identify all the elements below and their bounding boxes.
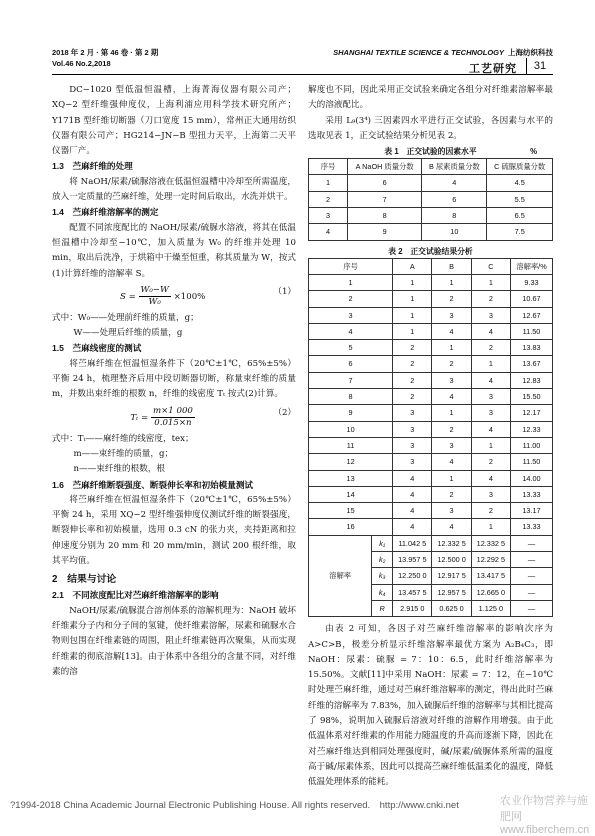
table-cell: 6 bbox=[422, 191, 487, 207]
table-row bbox=[309, 486, 553, 502]
table-cell: 2 bbox=[471, 503, 510, 519]
journal-name-cn: 上海纺织科技 bbox=[508, 48, 553, 57]
page-number: 31 bbox=[526, 58, 553, 74]
table-cell: 12.957 5 bbox=[432, 584, 471, 600]
table-2-header-row bbox=[309, 258, 553, 274]
table-row bbox=[309, 175, 553, 191]
table-row bbox=[309, 274, 553, 290]
table-2-col-header: A bbox=[393, 258, 432, 274]
table-cell: 11.00 bbox=[511, 437, 553, 453]
table-1-unit: % bbox=[530, 147, 537, 157]
table-cell: 2 bbox=[471, 454, 510, 470]
table-cell: 4 bbox=[471, 323, 510, 339]
table-cell: 2 bbox=[393, 372, 432, 388]
journal-issue-header bbox=[52, 47, 158, 69]
table-cell: 2 bbox=[393, 340, 432, 356]
table-cell: 2 bbox=[432, 486, 471, 502]
table-1 bbox=[308, 158, 553, 240]
table-cell: 3 bbox=[393, 405, 432, 421]
table-cell: 4 bbox=[393, 470, 432, 486]
table-cell: — bbox=[511, 584, 553, 600]
eq1-numerator: W₀−W bbox=[140, 284, 169, 295]
table-cell: 11.50 bbox=[511, 454, 553, 470]
table-cell: 10 bbox=[309, 421, 393, 437]
table-cell: 4 bbox=[393, 503, 432, 519]
eq2-where-3: n——束纤维的根数，根 bbox=[73, 464, 165, 475]
table-cell: — bbox=[511, 552, 553, 568]
table-cell: 3 bbox=[309, 307, 393, 323]
table-1-title: 表 1 正交试验的因素水平 bbox=[384, 147, 477, 157]
left-column bbox=[52, 83, 296, 680]
table-cell: 12.17 bbox=[511, 405, 553, 421]
table-row bbox=[309, 389, 553, 405]
stats-key: k₁ bbox=[372, 535, 393, 551]
table-cell: 2.915 0 bbox=[393, 600, 432, 616]
table-row bbox=[309, 437, 553, 453]
table-cell: 1 bbox=[471, 437, 510, 453]
table-cell: 4 bbox=[432, 454, 471, 470]
table-cell: 2 bbox=[471, 340, 510, 356]
table-cell: 13.417 5 bbox=[471, 568, 510, 584]
table-row bbox=[309, 323, 553, 339]
table-cell: 16 bbox=[309, 519, 393, 535]
table-cell: 3 bbox=[471, 486, 510, 502]
right-column bbox=[308, 83, 553, 790]
table-cell: — bbox=[511, 568, 553, 584]
table-2-col-header: 溶解率/% bbox=[511, 258, 553, 274]
stats-key: k₃ bbox=[372, 568, 393, 584]
table-cell: 1 bbox=[309, 175, 348, 191]
section-label: 工艺研究 bbox=[469, 63, 517, 75]
issue-line-cn: 2018 年 2 月 · 第 46 卷 · 第 2 期 bbox=[52, 48, 159, 57]
table-cell: 1 bbox=[393, 291, 432, 307]
table-cell: 9 bbox=[309, 405, 393, 421]
table-cell: 13.33 bbox=[511, 486, 553, 502]
table-cell: 4 bbox=[309, 224, 348, 240]
eq1-denominator: W₀ bbox=[148, 296, 161, 307]
table-cell: 13.33 bbox=[511, 519, 553, 535]
table-row bbox=[309, 454, 553, 470]
table-row bbox=[309, 291, 553, 307]
table-2-body bbox=[309, 274, 553, 616]
eq2-number: （2） bbox=[273, 407, 296, 418]
section-2-heading: 2 结果与讨论 bbox=[52, 574, 117, 586]
table-cell: 2 bbox=[432, 421, 471, 437]
table-cell: 11 bbox=[309, 437, 393, 453]
table-cell: 12 bbox=[309, 454, 393, 470]
table-row bbox=[309, 340, 553, 356]
eq1-rhs: ×100% bbox=[173, 291, 206, 302]
table-row bbox=[309, 519, 553, 535]
eq2-fraction bbox=[151, 406, 195, 429]
section-1-4-heading: 1.4 苎麻纤维溶解率的测定 bbox=[52, 207, 159, 218]
table-cell: 13.457 5 bbox=[393, 584, 432, 600]
stats-label: 溶解率 bbox=[309, 535, 372, 616]
eq2-where-1: 式中：Tₜ——麻纤维的线密度，tex； bbox=[52, 433, 194, 444]
table-cell: 3 bbox=[393, 454, 432, 470]
table-cell: 15 bbox=[309, 503, 393, 519]
equation-1 bbox=[52, 285, 296, 308]
table-cell: 1 bbox=[432, 274, 471, 290]
table-cell: 11.50 bbox=[511, 323, 553, 339]
header-rule bbox=[52, 74, 553, 75]
table-cell: 1 bbox=[432, 405, 471, 421]
section-1-3-text: 将 NaOH/尿素/硫脲溶液在低温恒温槽中冷却至所需温度，放入一定质量的苎麻纤维，处理一定时间后取出，水洗并烘干。 bbox=[52, 176, 296, 203]
stats-key: k₄ bbox=[372, 584, 393, 600]
table-cell: 6.5 bbox=[487, 208, 553, 224]
analysis-paragraph: 由表 2 可知，各因子对苎麻纤维溶解率的影响次序为 A>C>B，极差分析显示纤维溶解率最优方案为 A₂B₄C₃，即 NaOH：尿素：硫脲 = 7：10：6.5，此时纤维溶解率为 15.50%。文献[11]中采用 NaOH：尿素 = 7：12，在−10℃时处理苎麻纤维，通过对苎麻纤维溶解率的测定，得出此时苎麻纤维的溶解率为 7.83%，加入硫脲后纤维的溶解率与其相比提高了 98%，说明加入硫脲后溶液对纤维的溶解作用增强。由于此低温体系对纤维素的作用能力随温度的升高而逐渐下降，因此在对苎麻纤维达到相同处理强度时，碱/尿素/硫脲体系所需的温度高于碱/尿素体系，因此可以提高苎麻纤维低温柔化的温度，降低低温处理体系的能耗。 bbox=[308, 624, 553, 788]
table-cell: 12.332 5 bbox=[471, 535, 510, 551]
eq2-denominator: 0.015×n bbox=[154, 417, 192, 428]
copyright-footer: ?1994-2018 China Academic Journal Electronic Publishing House. All rights reserved. http://www.cnki.net bbox=[10, 800, 459, 811]
eq1-where-1: 式中：W₀——处理前纤维的质量，g； bbox=[52, 312, 199, 323]
table-row bbox=[309, 224, 553, 240]
table-1-col-header: C 硫脲质量分数 bbox=[487, 159, 553, 175]
table-cell: 1 bbox=[393, 307, 432, 323]
table-cell: 3 bbox=[432, 503, 471, 519]
eq1-where-2: W——处理后纤维的质量，g bbox=[73, 328, 183, 339]
eq1-lhs: S = bbox=[119, 291, 136, 302]
table-cell: 2 bbox=[309, 191, 348, 207]
table-row bbox=[309, 208, 553, 224]
table-cell: 12.292 5 bbox=[471, 552, 510, 568]
table-cell: 4 bbox=[432, 519, 471, 535]
table-cell: 7 bbox=[348, 191, 422, 207]
table-cell: 2 bbox=[393, 389, 432, 405]
table-cell: 4 bbox=[471, 421, 510, 437]
table-cell: 0.625 0 bbox=[432, 600, 471, 616]
table-cell: 1.125 0 bbox=[471, 600, 510, 616]
table-cell: 3 bbox=[471, 405, 510, 421]
watermark: 农业作物营养与施肥网 www.fiberchem.cn bbox=[500, 795, 590, 836]
continued-paragraph: 解度也不同，因此采用正交试验来确定各组分对纤维素溶解率最大的溶液配比。 bbox=[308, 85, 553, 111]
stats-key: R bbox=[372, 600, 393, 616]
table-cell: 2 bbox=[432, 356, 471, 372]
table-cell: 5.5 bbox=[487, 191, 553, 207]
section-1-4-text: 配置不同浓度配比的 NaOH/尿素/硫脲水溶液，将其在低温恒温槽中冷却至−10℃，加入质量为 W₀ 的纤维并处理 10 min，取出后洗净，于烘箱中干燥至恒重，称其质量为 W，按式(1)计算纤维的溶解率 S。 bbox=[52, 222, 296, 279]
table-row bbox=[309, 405, 553, 421]
table-1-col-header: A NaOH 质量分数 bbox=[348, 159, 422, 175]
table-cell: 13.83 bbox=[511, 340, 553, 356]
table-cell: 4.5 bbox=[487, 175, 553, 191]
eq2-where-2: m——束纤维的质量，g； bbox=[73, 448, 174, 459]
table-row bbox=[309, 356, 553, 372]
issue-line-en: Vol.46 No.2,2018 bbox=[52, 59, 111, 68]
table-cell: 4 bbox=[393, 519, 432, 535]
table-cell: 3 bbox=[393, 421, 432, 437]
table-row bbox=[309, 191, 553, 207]
table-cell: 7 bbox=[309, 372, 393, 388]
journal-name-header bbox=[333, 47, 553, 58]
table-2-col-header: B bbox=[432, 258, 471, 274]
table-cell: 8 bbox=[348, 208, 422, 224]
table-1-caption bbox=[308, 145, 553, 158]
section-2-1-heading: 2.1 不同浓度配比对苎麻纤维溶解率的影响 bbox=[52, 590, 219, 601]
table-1-header-row bbox=[309, 159, 553, 175]
table-cell: 12.500 0 bbox=[432, 552, 471, 568]
table-stats-row bbox=[309, 535, 553, 551]
table-cell: 1 bbox=[393, 323, 432, 339]
table-cell: 2 bbox=[432, 291, 471, 307]
table-cell: 3 bbox=[309, 208, 348, 224]
table-cell: 12.250 0 bbox=[393, 568, 432, 584]
table-cell: 3 bbox=[432, 372, 471, 388]
table-row bbox=[309, 503, 553, 519]
eq1-fraction bbox=[139, 285, 171, 308]
table-cell: 3 bbox=[471, 307, 510, 323]
table-cell: 14 bbox=[309, 486, 393, 502]
table-cell: 11.042 5 bbox=[393, 535, 432, 551]
table-cell: — bbox=[511, 600, 553, 616]
table-2 bbox=[308, 258, 553, 618]
table-1-col-header: 序号 bbox=[309, 159, 348, 175]
table-cell: 13.17 bbox=[511, 503, 553, 519]
table-cell: 1 bbox=[432, 470, 471, 486]
table-cell: 4 bbox=[393, 486, 432, 502]
table-cell: 3 bbox=[432, 437, 471, 453]
table-2-col-header: 序号 bbox=[309, 258, 393, 274]
table-cell: 4 bbox=[432, 323, 471, 339]
table-cell: 1 bbox=[309, 274, 393, 290]
orthogonal-design-paragraph: 采用 L₉(3⁴) 三因素四水平进行正交试验，各因素与水平的选取见表 1，正交试验结果分析见表 2。 bbox=[308, 115, 553, 141]
table-cell: 4 bbox=[422, 175, 487, 191]
table-cell: 4 bbox=[309, 323, 393, 339]
table-cell: 1 bbox=[471, 519, 510, 535]
table-cell: 15.50 bbox=[511, 389, 553, 405]
eq2-numerator: m×1 000 bbox=[152, 405, 193, 416]
table-cell: 9.33 bbox=[511, 274, 553, 290]
table-cell: 3 bbox=[393, 437, 432, 453]
table-cell: 2 bbox=[393, 356, 432, 372]
table-cell: 12.665 0 bbox=[471, 584, 510, 600]
eq2-lhs: Tₜ = bbox=[130, 412, 149, 423]
table-cell: 7.5 bbox=[487, 224, 553, 240]
table-cell: 2 bbox=[471, 291, 510, 307]
table-cell: 5 bbox=[309, 340, 393, 356]
table-cell: 2 bbox=[309, 291, 393, 307]
table-cell: 1 bbox=[471, 356, 510, 372]
table-cell: 3 bbox=[432, 307, 471, 323]
table-cell: 9 bbox=[348, 224, 422, 240]
table-cell: 12.332 5 bbox=[432, 535, 471, 551]
table-cell: 14.00 bbox=[511, 470, 553, 486]
section-1-5-heading: 1.5 苎麻线密度的测试 bbox=[52, 343, 142, 354]
table-cell: 6 bbox=[309, 356, 393, 372]
table-cell: 1 bbox=[471, 274, 510, 290]
table-row bbox=[309, 470, 553, 486]
section-1-6-text: 将苎麻纤维在恒温恒湿条件下（20℃±1℃，65%±5%）平衡 24 h，采用 XQ−2 型纤维强伸度仪测试纤维的断裂强度，断裂伸长率和初始模量，选用 0.3 cN 的张力夹，夹持距离和拉伸速度分别为 20 mm 和 20 mm/min，测试 200 根纤维，取其平均值。 bbox=[52, 494, 296, 567]
table-cell: 10.67 bbox=[511, 291, 553, 307]
table-cell: 1 bbox=[432, 340, 471, 356]
table-cell: 12.67 bbox=[511, 307, 553, 323]
table-cell: 4 bbox=[432, 389, 471, 405]
stats-key: k₂ bbox=[372, 552, 393, 568]
table-cell: 12.917 5 bbox=[432, 568, 471, 584]
equation-2 bbox=[52, 406, 296, 429]
section-1-3-heading: 1.3 苎麻纤维的处理 bbox=[52, 161, 133, 172]
table-cell: 4 bbox=[471, 372, 510, 388]
table-cell: 13 bbox=[309, 470, 393, 486]
table-cell: 3 bbox=[471, 389, 510, 405]
table-row bbox=[309, 421, 553, 437]
table-row bbox=[309, 307, 553, 323]
table-cell: — bbox=[511, 535, 553, 551]
table-cell: 10 bbox=[422, 224, 487, 240]
table-cell: 13.67 bbox=[511, 356, 553, 372]
table-2-caption: 表 2 正交试验结果分析 bbox=[388, 246, 473, 256]
table-cell: 1 bbox=[393, 274, 432, 290]
table-2-col-header: C bbox=[471, 258, 510, 274]
table-cell: 13.957 5 bbox=[393, 552, 432, 568]
table-row bbox=[309, 372, 553, 388]
section-2-1-text: NaOH/尿素/硫脲混合溶剂体系的溶解机理为：NaOH 破坏纤维素分子内和分子间的氢键，使纤维素溶解，尿素和硫脲水合物则包围在纤维素链的周围，阻止纤维素链再次聚集，从而实现纤维素的彻底溶解[13]。由于体系中各组分的含量不同，对纤维素的溶 bbox=[52, 605, 296, 677]
table-cell: 8 bbox=[309, 389, 393, 405]
table-cell: 6 bbox=[348, 175, 422, 191]
equipment-paragraph: DC−1020 型低温恒温槽，上海菁海仪器有限公司产；XQ−2 型纤维强伸度仪，上海利浦应用科学技术研究所产；Y171B 型纤维切断器（刀口宽度 15 mm），常州正大通用纺织仪器有限公司产；HG214−JN−B 型扭力天平，上海第二天平仪器厂产。 bbox=[52, 85, 296, 157]
section-1-5-text: 将苎麻纤维在恒温恒湿条件下（20℃±1℃，65%±5%）平衡 24 h，梳理整齐后用中段切断器切断，称量束纤维的质量 m，并数出束纤维的根数 n，纤维的线密度 Tₜ 按式(2)计算。 bbox=[52, 358, 296, 400]
table-1-col-header: B 尿素质量分数 bbox=[422, 159, 487, 175]
table-cell: 4 bbox=[471, 470, 510, 486]
table-cell: 12.33 bbox=[511, 421, 553, 437]
section-1-6-heading: 1.6 苎麻纤维断裂强度、断裂伸长率和初始模量测试 bbox=[52, 479, 254, 490]
eq1-number: （1） bbox=[273, 286, 296, 297]
table-cell: 8 bbox=[422, 208, 487, 224]
journal-name-en: SHANGHAI TEXTILE SCIENCE & TECHNOLOGY bbox=[333, 48, 504, 57]
table-cell: 12.83 bbox=[511, 372, 553, 388]
